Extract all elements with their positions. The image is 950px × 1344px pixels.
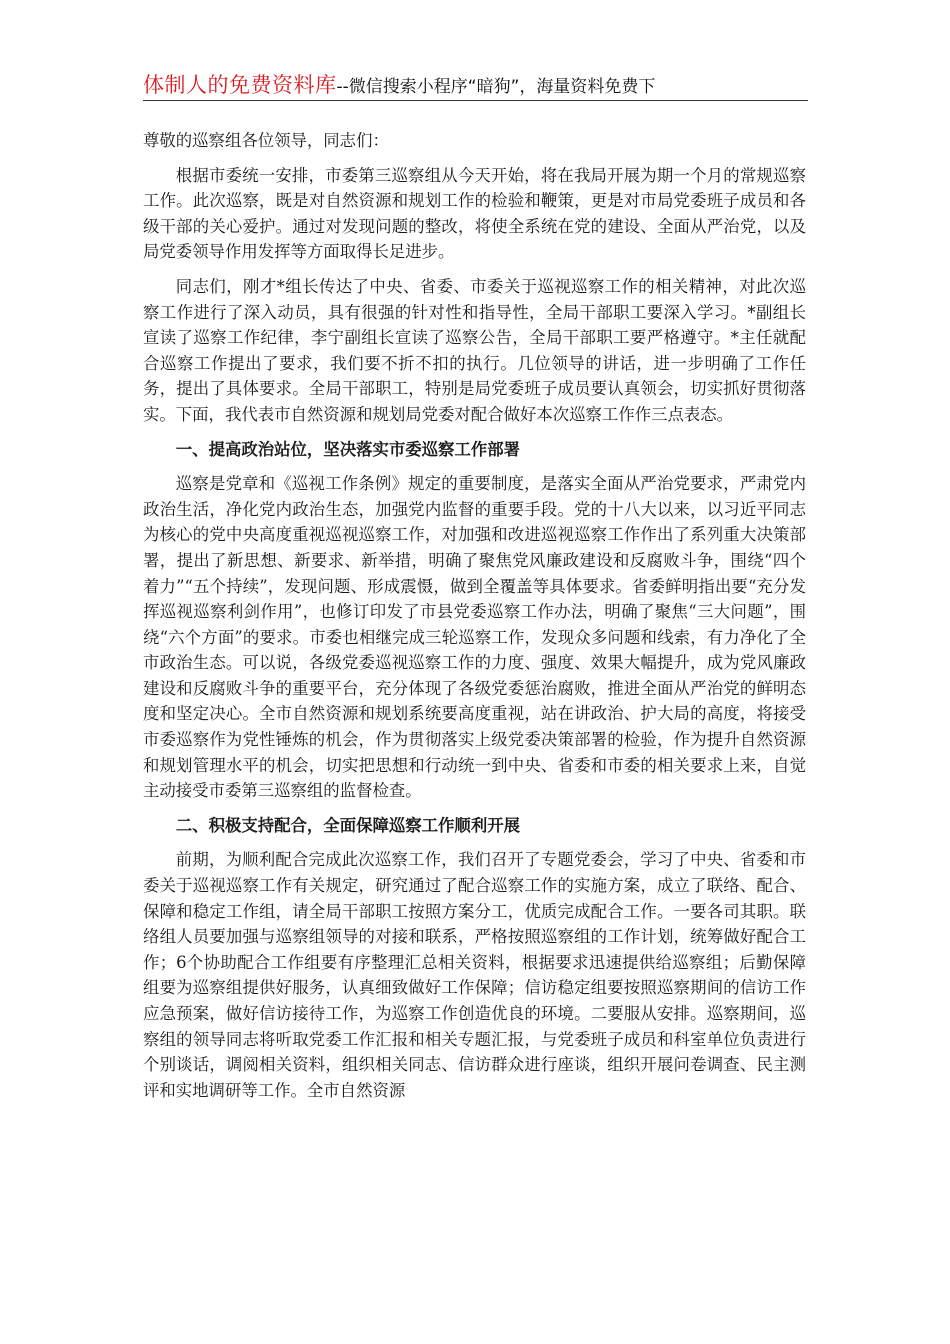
paragraph-1: 根据市委统一安排，市委第三巡察组从今天开始，将在我局开展为期一个月的常规巡察工作。此次巡察，既是对自然资源和规划工作的检验和鞭策，更是对市局党委班子成员和各级干部的关心爱护。通过对发现问题的整改，将使全系统在党的建设、全面从严治党，以及局党委领导作用发挥等方面取得长足进步。 xyxy=(143,165,806,262)
header-slogan: --微信搜索小程序“暗狗”，海量资料免费下 xyxy=(336,77,656,97)
page-header xyxy=(143,70,808,101)
paragraph-3: 巡察是党章和《巡视工作条例》规定的重要制度，是落实全面从严治党要求，严肃党内政治生活，净化党内政治生态，加强党内监督的重要手段。党的十八大以来，以习近平同志为核心的党中央高度重视巡视巡察工作，对加强和改进巡视巡察工作作出了系列重大决策部署，提出了新思想、新要求、新举措，明确了聚焦党风廉政建设和反腐败斗争，围绕“四个着力”“五个持续”，发现问题、形成震慑，做到全覆盖等具体要求。省委鲜明指出要“充分发挥巡视巡察利剑作用”，也修订印发了市县党委巡察工作办法，明确了聚焦“三大问题”，围绕“六个方面”的要求。市委也相继完成三轮巡察工作，发现众多问题和线索，有力净化了全市政治生态。可以说，各级党委巡视巡察工作的力度、强度、效果大幅提升，成为党风廉政建设和反腐败斗争的重要平台，充分体现了各级党委惩治腐败，推进全面从严治党的鲜明态度和坚定决心。全市自然资源和规划系统要高度重视，站在讲政治、护大局的高度，将接受市委巡察作为党性锤炼的机会，作为贯彻落实上级党委决策部署的检验，作为提升自然资源和规划管理水平的机会，切实把思想和行动统一到中央、省委和市委的相关要求上来，自觉主动接受市委第三巡察组的监督检查。 xyxy=(143,474,806,801)
section-heading-1: 一、提高政治站位，坚决落实市委巡察工作部署 xyxy=(175,439,520,459)
header-brand: 体制人的免费资料库 xyxy=(143,73,337,97)
paragraph-2: 同志们，刚才*组长传达了中央、省委、市委关于巡视巡察工作的相关精神，对此次巡察工作进行了深入动员，具有很强的针对性和指导性，全局干部职工要深入学习。*副组长宣读了巡察工作纪律，李宁副组长宣读了巡察公告，全局干部职工要严格遵守。*主任就配合巡察工作提出了要求，我们要不折不扣的执行。几位领导的讲话，进一步明确了工作任务，提出了具体要求。全局干部职工，特别是局党委班子成员要认真领会，切实抓好贯彻落实。下面，我代表市自然资源和规划局党委对配合做好本次巡察工作作三点表态。 xyxy=(143,276,806,424)
document-body xyxy=(143,128,806,1112)
paragraph-4: 前期，为顺利配合完成此次巡察工作，我们召开了专题党委会，学习了中央、省委和市委关于巡视巡察工作有关规定，研究通过了配合巡察工作的实施方案，成立了联络、配合、保障和稳定工作组，请全局干部职工按照方案分工，优质完成配合工作。一要各司其职。联络组人员要加强与巡察组领导的对接和联系，严格按照巡察组的工作计划，统筹做好配合工作；6个协助配合工作组要有序整理汇总相关资料，根据要求迅速提供给巡察组；后勤保障组要为巡察组提供好服务，认真细致做好工作保障；信访稳定组要按照巡察期间的信访工作应急预案，做好信访接待工作，为巡察工作创造优良的环境。二要服从安排。巡察期间，巡察组的领导同志将听取党委工作汇报和相关专题汇报，与党委班子成员和科室单位负责进行个别谈话，调阅相关资料，组织相关同志、信访群众进行座谈，组织开展问卷调查、民主测评和实地调研等工作。全市自然资源 xyxy=(143,850,806,1100)
salutation: 尊敬的巡察组各位领导，同志们： xyxy=(143,131,389,150)
section-heading-2: 二、积极支持配合，全面保障巡察工作顺利开展 xyxy=(175,815,520,835)
